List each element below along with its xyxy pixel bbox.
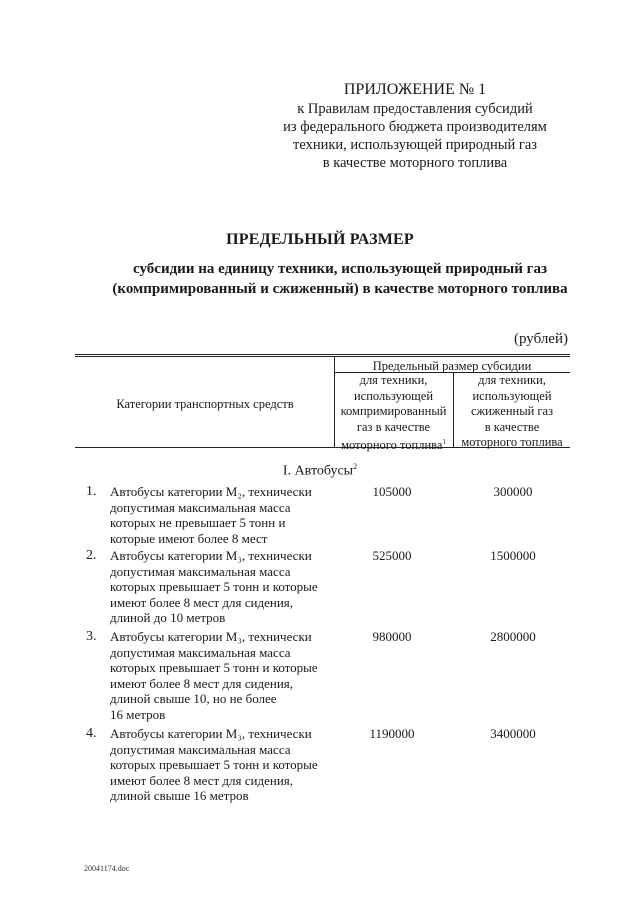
appendix-line: из федерального бюджета производителям	[283, 119, 547, 135]
description-line: которых превышает 5 тонн и которые	[110, 757, 318, 772]
description-line: Автобусы категории M₃, технически	[110, 548, 312, 563]
header-line: моторного топлива	[461, 435, 563, 449]
footnote-marker: 2	[353, 462, 358, 471]
description-line: Автобусы категории M₃, технически	[110, 629, 312, 644]
description-line: допустимая максимальная масса	[110, 644, 291, 660]
description-line: допустимая максимальная масса	[110, 563, 291, 579]
row-description	[110, 629, 340, 722]
liquefied-gas-value: 300000	[493, 484, 533, 499]
footnote-marker: 1	[442, 438, 446, 446]
description-line: длиной свыше 10, но не более	[110, 691, 277, 706]
header-line: использующей	[353, 388, 434, 403]
description-line: которых превышает 5 тонн и которые	[110, 579, 318, 594]
appendix-line: техники, использующей природный газ	[293, 137, 537, 153]
units-label: (рублей)	[513, 331, 568, 347]
description-line: имеют более 8 мест для сидения,	[110, 675, 294, 691]
row-number: 3.	[86, 629, 97, 644]
compressed-gas-value: 105000	[372, 484, 412, 499]
compressed-gas-value: 980000	[372, 629, 412, 644]
description-line: допустимая максимальная масса	[110, 741, 291, 757]
compressed-gas-value: 525000	[372, 548, 412, 563]
header-line: для техники,	[359, 373, 428, 387]
table-top-rule-2	[75, 356, 570, 357]
section-label: I. Автобусы	[282, 463, 354, 479]
document-title: ПРЕДЕЛЬНЫЙ РАЗМЕР	[226, 231, 414, 248]
header-line: в качестве	[484, 419, 540, 434]
liquefied-gas-value: 3400000	[490, 726, 536, 741]
document-subtitle	[40, 259, 640, 299]
header-line: газ в качестве	[356, 419, 431, 434]
liquefied-gas-value: 1500000	[490, 548, 536, 563]
compressed-gas-column-header	[334, 373, 453, 454]
appendix-title: ПРИЛОЖЕНИЕ № 1	[343, 81, 487, 98]
description-line: Автобусы категории M₂, технически	[110, 484, 312, 499]
description-line: допустимая максимальная масса	[110, 499, 291, 515]
section-heading	[0, 462, 640, 480]
description-line: Автобусы категории M₃, технически	[110, 726, 312, 741]
liquefied-gas-value: 2800000	[490, 629, 536, 644]
subsidy-group-header: Предельный размер субсидии	[372, 359, 532, 373]
row-number: 4.	[86, 726, 97, 741]
description-line: длиной до 10 метров	[110, 610, 226, 625]
file-name-footer: 20041174.doc	[84, 864, 130, 873]
appendix-line: в качестве моторного топлива	[322, 155, 508, 171]
table-top-rule	[75, 354, 570, 355]
header-line: для техники,	[478, 373, 546, 387]
description-line: которых не превышает 5 тонн и	[110, 515, 286, 530]
appendix-line: к Правилам предоставления субсидий	[297, 101, 533, 117]
description-line: 16 метров	[110, 706, 166, 722]
description-line: длиной свыше 16 метров	[110, 788, 249, 803]
subtitle-line: субсидии на единицу техники, использующей природный газ	[133, 261, 547, 277]
category-header: Категории транспортных средств	[116, 397, 294, 411]
description-line: имеют более 8 мест для сидения,	[110, 594, 294, 610]
header-line-with-footnote	[334, 435, 453, 454]
row-number: 2.	[86, 548, 97, 563]
row-number: 1.	[86, 484, 97, 499]
description-line: которых превышает 5 тонн и которые	[110, 660, 318, 675]
header-line: использующей	[472, 388, 552, 403]
liquefied-gas-column-header	[454, 373, 570, 451]
compressed-gas-value: 1190000	[369, 726, 415, 741]
row-description	[110, 484, 340, 546]
row-description	[110, 726, 340, 804]
header-line: моторного топлива	[341, 438, 443, 453]
subtitle-line: (компримированный и сжиженный) в качестве моторного топлива	[112, 281, 568, 297]
description-line: которые имеют более 8 мест	[110, 530, 268, 546]
header-line: компримированный	[340, 404, 447, 418]
row-description	[110, 548, 340, 626]
header-line: сжиженный газ	[470, 404, 554, 418]
appendix-block	[260, 80, 570, 172]
description-line: имеют более 8 мест для сидения,	[110, 772, 294, 788]
